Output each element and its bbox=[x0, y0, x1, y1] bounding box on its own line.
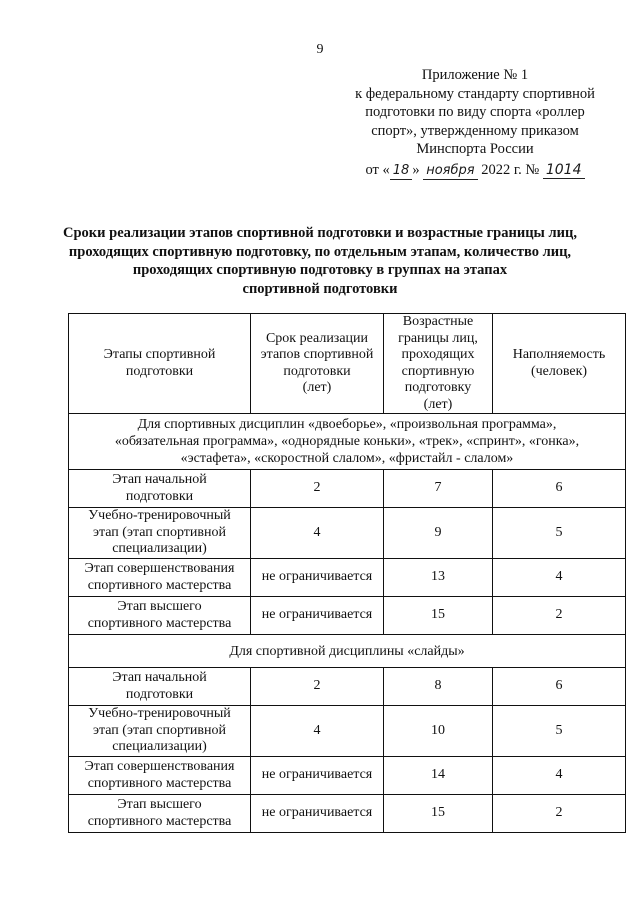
group-size-cell: 5 bbox=[493, 508, 626, 559]
header-age-line: границы лиц, bbox=[398, 330, 478, 346]
handwritten-order-number: 1014 bbox=[543, 162, 585, 179]
stage-cell-line: Этап высшего bbox=[117, 599, 202, 614]
header-age-line: Возрастные bbox=[402, 314, 474, 329]
header-stage-line: подготовки bbox=[125, 363, 194, 379]
stage-cell bbox=[69, 597, 251, 635]
title-line: проходящих спортивную подготовку, по отдельным этапам, количество лиц, bbox=[68, 243, 572, 260]
section-title-line: Для спортивных дисциплин «двоеборье», «произвольная программа», bbox=[137, 417, 557, 432]
group-size-cell: 6 bbox=[493, 470, 626, 508]
group-size-cell: 2 bbox=[493, 597, 626, 635]
term-cell: 4 bbox=[251, 508, 384, 559]
stage-cell bbox=[69, 668, 251, 706]
stage-cell bbox=[69, 757, 251, 795]
section-row bbox=[69, 414, 626, 470]
header-group-size-line: (человек) bbox=[530, 363, 588, 379]
title-line: спортивной подготовки bbox=[242, 280, 398, 297]
stage-cell bbox=[69, 470, 251, 508]
section-title bbox=[69, 635, 626, 668]
age-cell: 14 bbox=[384, 757, 493, 795]
term-cell: не ограничивается bbox=[251, 757, 384, 795]
stage-cell-line: Этап совершенствования bbox=[84, 561, 235, 576]
appendix-line: Приложение № 1 bbox=[421, 67, 529, 83]
section-title bbox=[69, 414, 626, 470]
age-cell: 7 bbox=[384, 470, 493, 508]
stage-cell bbox=[69, 559, 251, 597]
header-age-line: (лет) bbox=[423, 396, 453, 412]
header-age-line: проходящих bbox=[401, 347, 475, 362]
order-date-line bbox=[330, 161, 620, 180]
order-year: 2022 г. № bbox=[481, 161, 540, 178]
term-cell: 2 bbox=[251, 668, 384, 706]
stage-cell-line: Учебно-тренировочный bbox=[88, 706, 231, 722]
section-title-line: «эстафета», «скоростной слалом», «фристайл - слалом» bbox=[180, 451, 514, 466]
stage-cell bbox=[69, 795, 251, 833]
group-size-cell: 5 bbox=[493, 706, 626, 757]
header-stage-line: Этапы спортивной bbox=[103, 347, 216, 362]
age-cell: 8 bbox=[384, 668, 493, 706]
group-size-cell: 2 bbox=[493, 795, 626, 833]
stage-cell-line: Этап начальной bbox=[112, 472, 207, 487]
age-cell: 13 bbox=[384, 559, 493, 597]
stage-cell-line: спортивного мастерства bbox=[87, 577, 232, 593]
group-size-cell: 4 bbox=[493, 757, 626, 795]
header-term-line: (лет) bbox=[302, 380, 332, 395]
header-term bbox=[251, 314, 384, 414]
stage-cell-line: этап (этап спортивной bbox=[92, 524, 227, 540]
header-age-line: подготовку bbox=[404, 380, 472, 395]
stages-table bbox=[68, 313, 626, 833]
stage-cell-line: спортивного мастерства bbox=[87, 775, 232, 791]
group-size-cell: 4 bbox=[493, 559, 626, 597]
header-term-line: Срок реализации bbox=[265, 330, 369, 346]
header-term-line: этапов спортивной bbox=[260, 347, 374, 362]
table-row bbox=[69, 508, 626, 559]
term-cell: 2 bbox=[251, 470, 384, 508]
appendix-line: Минспорта России bbox=[416, 141, 534, 157]
stage-cell-line: специализации) bbox=[112, 541, 207, 557]
age-cell: 15 bbox=[384, 795, 493, 833]
table-row bbox=[69, 757, 626, 795]
table-row bbox=[69, 597, 626, 635]
term-cell: не ограничивается bbox=[251, 597, 384, 635]
stage-cell-line: подготовки bbox=[125, 488, 194, 504]
group-size-cell: 6 bbox=[493, 668, 626, 706]
table-row bbox=[69, 706, 626, 757]
document-title bbox=[50, 224, 590, 298]
stage-cell-line: спортивного мастерства bbox=[87, 615, 232, 631]
appendix-block bbox=[330, 66, 620, 180]
age-cell: 15 bbox=[384, 597, 493, 635]
table-row bbox=[69, 795, 626, 833]
term-cell: не ограничивается bbox=[251, 559, 384, 597]
section-title-line: Для спортивной дисциплины «слайды» bbox=[229, 643, 465, 659]
appendix-line: спорт», утвержденному приказом bbox=[371, 122, 579, 139]
stage-cell bbox=[69, 508, 251, 559]
title-line: Сроки реализации этапов спортивной подготовки и возрастные границы лиц, bbox=[63, 225, 577, 241]
header-group-size-line: Наполняемость bbox=[512, 347, 606, 362]
table-row bbox=[69, 470, 626, 508]
header-age-line: спортивную bbox=[401, 363, 475, 379]
appendix-line: подготовки по виду спорта «роллер bbox=[365, 104, 585, 120]
date-close: » bbox=[412, 161, 420, 178]
section-row bbox=[69, 635, 626, 668]
page-number: 9 bbox=[316, 42, 324, 57]
stage-cell-line: Этап начальной bbox=[112, 670, 207, 685]
title-line: проходящих спортивную подготовку в группах на этапах bbox=[132, 262, 508, 278]
handwritten-month: ноября bbox=[423, 163, 477, 180]
stage-cell bbox=[69, 706, 251, 757]
age-cell: 10 bbox=[384, 706, 493, 757]
appendix-line: к федеральному стандарту спортивной bbox=[355, 85, 595, 102]
header-term-line: подготовки bbox=[283, 363, 351, 379]
stage-cell-line: Этап высшего bbox=[117, 797, 202, 812]
age-cell: 9 bbox=[384, 508, 493, 559]
handwritten-day: 18 bbox=[390, 163, 413, 180]
header-group-size bbox=[493, 314, 626, 414]
stage-cell-line: Этап совершенствования bbox=[84, 759, 235, 774]
header-stage bbox=[69, 314, 251, 414]
table-row bbox=[69, 668, 626, 706]
table-header-row bbox=[69, 314, 626, 414]
stage-cell-line: специализации) bbox=[112, 739, 207, 755]
term-cell: не ограничивается bbox=[251, 795, 384, 833]
stages-table-body bbox=[69, 314, 626, 833]
date-prefix: от « bbox=[365, 161, 390, 178]
stage-cell-line: подготовки bbox=[125, 686, 194, 702]
stage-cell-line: спортивного мастерства bbox=[87, 813, 232, 829]
term-cell: 4 bbox=[251, 706, 384, 757]
section-title-line: «обязательная программа», «однорядные коньки», «трек», «спринт», «гонка», bbox=[114, 434, 580, 449]
table-row bbox=[69, 559, 626, 597]
stage-cell-line: Учебно-тренировочный bbox=[88, 508, 231, 524]
header-age bbox=[384, 314, 493, 414]
stage-cell-line: этап (этап спортивной bbox=[92, 722, 227, 738]
